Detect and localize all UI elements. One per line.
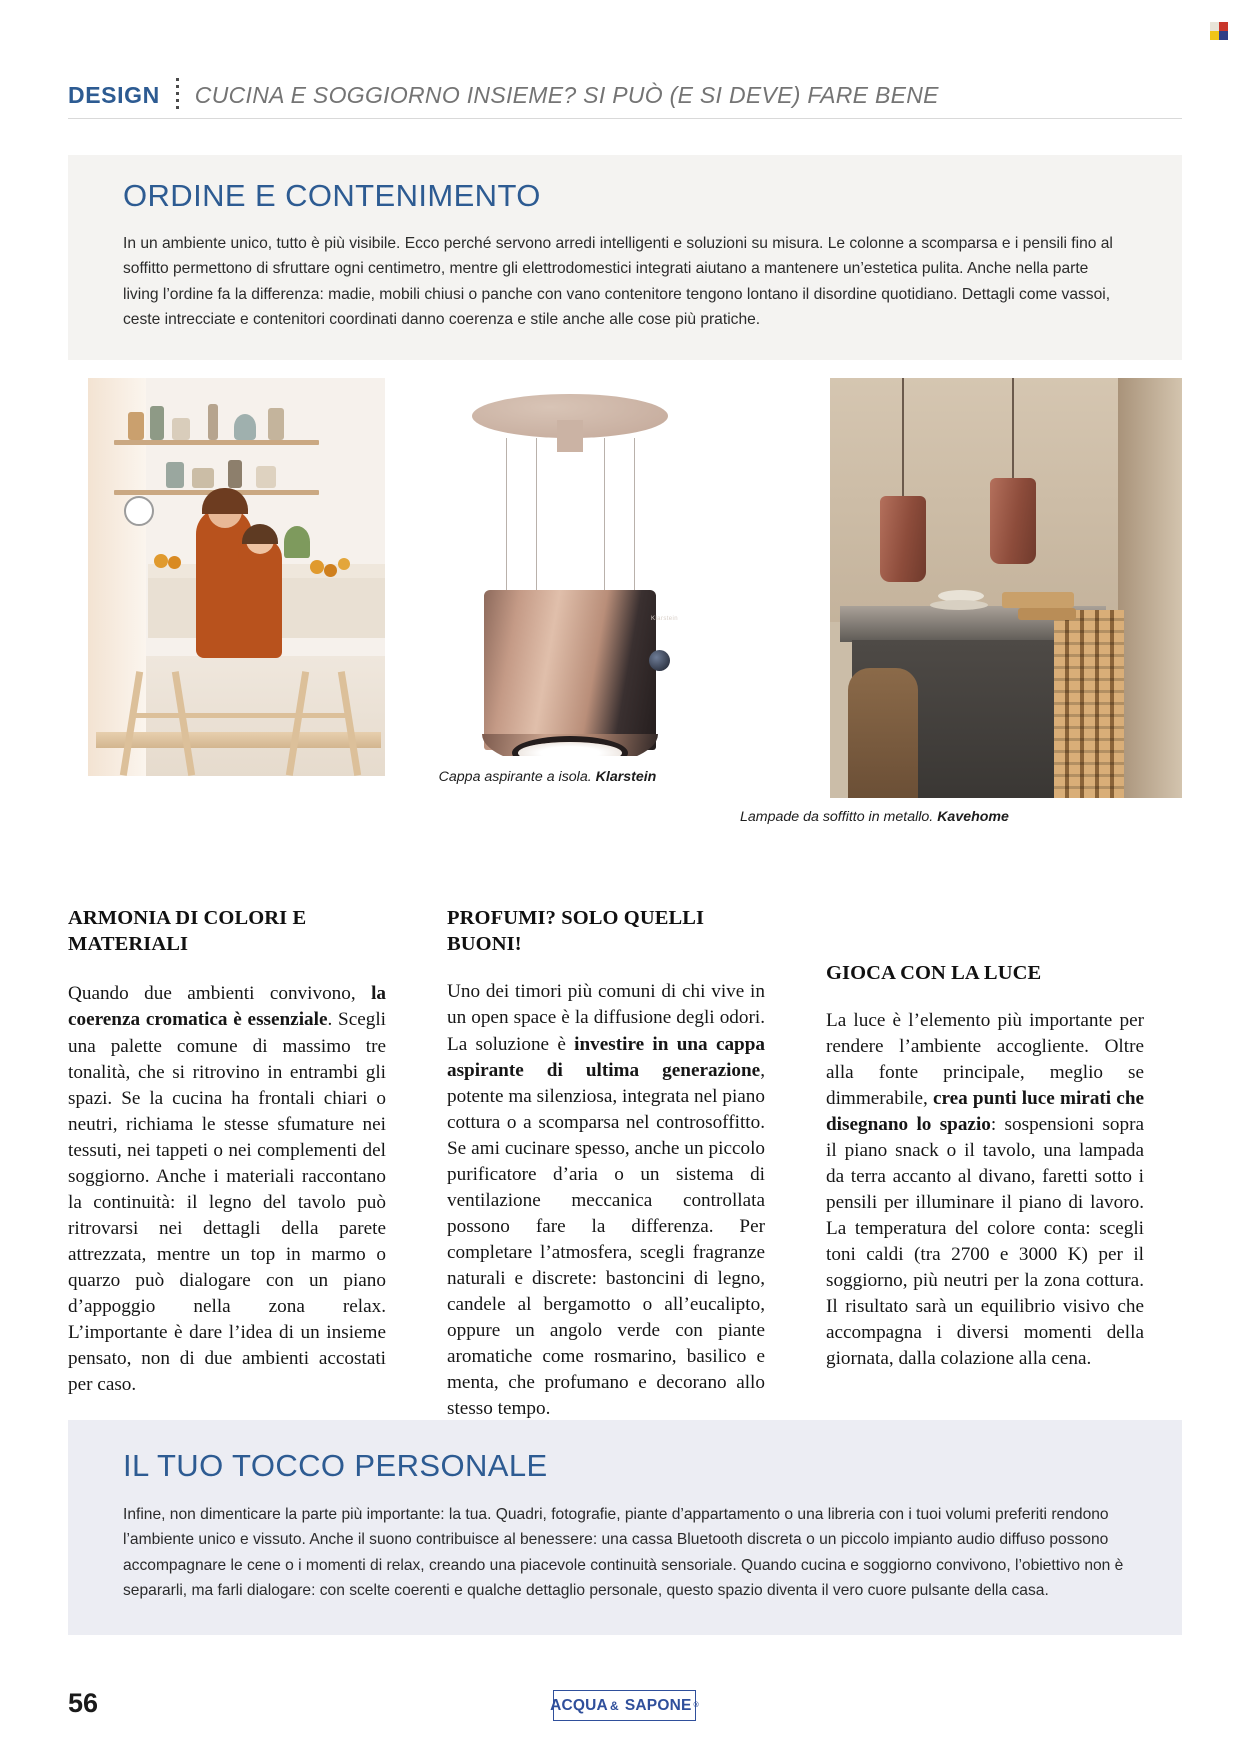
logo-word-right: SAPONE xyxy=(624,1696,692,1714)
column-heading: ARMONIA DI COLORI E MATERIALI xyxy=(68,907,307,956)
kitchen-couple-photo xyxy=(88,378,385,776)
dotted-divider-icon xyxy=(176,78,179,112)
logo-ampersand: & xyxy=(609,1698,619,1713)
article-column-3 xyxy=(826,960,1144,1372)
outro-paragraph: Infine, non dimenticare la parte più importante: la tua. Quadri, fotografie, piante d’appartamento o una libreria con i tuoi volumi preferiti rendono l’ambiente unico e vissuto. Anche il suono contribuisce al benessere: una cassa Bluetooth discreta o un piccolo impianto audio diffuso possono accompagnare le cene o i momenti di relax, creando una piacevole continuità sensoriale. Quando cucina e soggiorno convivono, l’obiettivo non è separarli, ma farli dialogare: con scelte coerenti e qualche dettaglio personale, questo spazio diventa il vero cuore pulsante della casa. xyxy=(123,1506,1124,1599)
article-column-2 xyxy=(447,905,765,1422)
outro-heading: IL TUO TOCCO PERSONALE xyxy=(123,1448,548,1483)
column-body: Quando due ambienti convivono, la coerenza cromatica è essenziale. Scegli una palette comune di massimo tre tonalità, che si ritrovino in entrambi gli spazi. Se la cucina ha frontali chiari o neutri, richiama le stesse sfumature nei tessuti, nei tappeti o nei complementi del soggiorno. Anche i materiali raccontano la continuità: il legno del tavolo può ritrovarsi nei dettagli della parete attrezzata, mentre un top in marmo o quarzo può dialogare con un piano d’appoggio nella zona relax. L’importante è dare l’idea di un insieme pensato, non di due ambienti accostati per caso. xyxy=(68,983,386,1395)
column-body: La luce è l’elemento più importante per rendere l’ambiente accogliente. Oltre alla fonte principale, meglio se dimmerabile, crea punti luce mirati che disegnano lo spazio: sospensioni sopra il piano snack o il tavolo, una lampada da terra accanto al divano, faretti sotto i pensili per illuminare il piano di lavoro. La temperatura del colore conta: scegli toni caldi (tra 2700 e 3000 K) per il soggiorno, più neutri per la zona cottura. Il risultato sarà un equilibrio visivo che accompagna i diversi momenti della giornata, dalla colazione alla cena. xyxy=(826,1010,1145,1370)
media-range-hood xyxy=(440,378,700,787)
outro-callout-box xyxy=(68,1420,1182,1635)
media-caption xyxy=(740,808,1182,827)
intro-callout-box xyxy=(68,155,1182,360)
column-heading: GIOCA CON LA LUCE xyxy=(826,962,1042,984)
header-rule xyxy=(68,118,1182,119)
running-head-title: CUCINA E SOGGIORNO INSIEME? SI PUÒ (E SI DEVE) FARE BENE xyxy=(194,81,939,108)
page-number: 56 xyxy=(68,1688,99,1718)
caption-text: Cappa aspirante a isola. xyxy=(438,769,592,785)
media-pendant-lamps xyxy=(740,378,1182,827)
intro-heading: ORDINE E CONTENIMENTO xyxy=(123,178,541,213)
intro-paragraph: In un ambiente unico, tutto è più visibile. Ecco perché servono arredi intelligenti e soluzioni su misura. Le colonne a scomparsa e i pensili fino al soffitto permettono di sfruttare ogni centimetro, mentre gli elettrodomestici integrati aiutano a mantenere un’estetica pulita. Anche nella parte living l’ordine fa la differenza: madie, mobili chiusi o panche con vano contenitore tengono lontano il disordine quotidiano. Dettagli come vassoi, ceste intrecciate e contenitori coordinati danno coerenza e stile anche alle cose più pratiche. xyxy=(123,235,1113,328)
column-heading: PROFUMI? SOLO QUELLI BUONI! xyxy=(447,907,705,956)
running-head-kicker: DESIGN xyxy=(68,81,160,108)
media-caption xyxy=(395,768,700,787)
caption-brand: Kavehome xyxy=(937,809,1009,825)
running-head xyxy=(68,78,939,112)
caption-brand: Klarstein xyxy=(595,769,657,785)
article-column-1 xyxy=(68,905,386,1398)
logo-word-left: ACQUA xyxy=(550,1696,608,1714)
registration-mark-icon xyxy=(1210,22,1228,40)
column-body: Uno dei timori più comuni di chi vive in un open space è la diffusione degli odori. La soluzione è investire in una cappa aspirante di ultima generazione, potente ma silenziosa, integrata nel piano cottura o a scomparsa nel controsoffitto. Se ami cucinare spesso, anche un piccolo purificatore d’aria o un sistema di ventilazione meccanica controllata possono fare la differenza. Per completare l’atmosfera, scegli fragranze naturali e discrete: bastoncini di legno, candele al bergamotto o all’eucalipto, oppure un angolo verde con piante aromatiche come rosmarino, basilico e menta, che profumano e decorano allo stesso tempo. xyxy=(447,981,765,1419)
range-hood-photo: Klarstein xyxy=(440,378,700,756)
acqua-e-sapone-logo xyxy=(550,1690,699,1721)
pendant-lamps-kitchen-photo xyxy=(830,378,1182,798)
media-kitchen-couple xyxy=(88,378,385,785)
caption-text: Lampade da soffitto in metallo. xyxy=(740,809,934,825)
logo-trademark: ® xyxy=(693,1702,699,1709)
